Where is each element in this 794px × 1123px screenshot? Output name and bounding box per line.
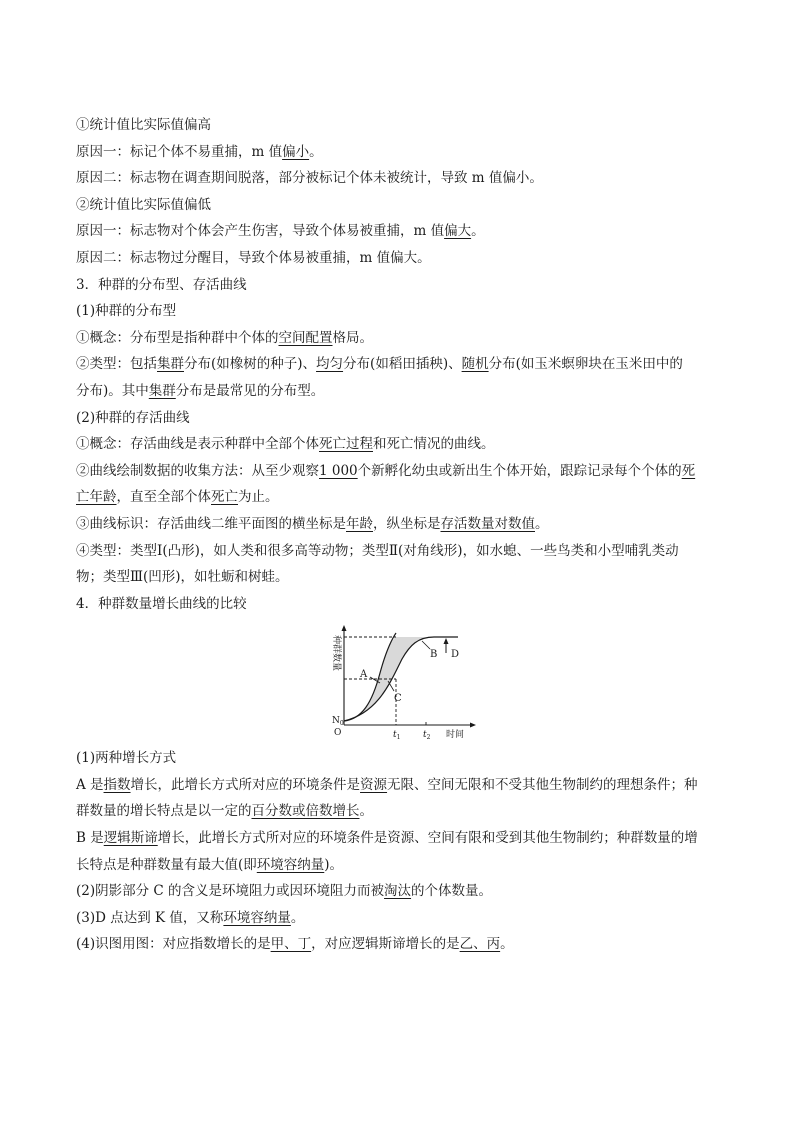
text: ①概念：分布型是指种群中个体的	[76, 329, 279, 346]
underlined-answer: 死	[681, 462, 696, 479]
text: 3．种群的分布型、存活曲线	[76, 276, 247, 293]
text: 。	[471, 223, 485, 240]
text: (3)D 点达到 K 值，又称	[76, 909, 224, 926]
text: ②类型：包括	[76, 356, 157, 373]
text-line	[76, 165, 720, 192]
text-line	[76, 192, 720, 219]
growth-curve-figure	[76, 623, 720, 741]
text: A 是	[76, 776, 104, 793]
text-line	[76, 825, 720, 852]
text-line	[76, 772, 720, 799]
x-axis-label: 时间	[446, 730, 465, 741]
subsection-heading	[76, 745, 720, 772]
text: )。	[324, 856, 344, 873]
text: 物；类型Ⅲ(凹形)，如牡蛎和树蛙。	[76, 569, 289, 586]
text-line	[76, 538, 720, 565]
t2-label: $t_2$	[423, 730, 431, 742]
text: 的个体数量。	[411, 883, 493, 900]
text: 分布(如橡树的种子)、	[184, 356, 317, 373]
text: 。	[309, 143, 323, 160]
text: 增长，此增长方式所对应的环境条件是资源、空间有限和受到其他生物制约；种群数量的增	[157, 830, 698, 847]
text: (1)种群的分布型	[76, 303, 177, 320]
text: (1)两种增长方式	[76, 750, 177, 767]
text: ①统计值比实际值偏高	[76, 117, 211, 133]
underlined-answer: 偏大	[444, 223, 472, 240]
label-c-leader	[388, 681, 394, 691]
text-line	[76, 218, 720, 245]
underlined-answer: 空间配置	[278, 329, 333, 346]
text: 个新孵化幼虫或新出生个体开始，跟踪记录每个个体的	[357, 462, 682, 479]
underlined-answer: 集群	[157, 356, 184, 373]
underlined-answer: 资源	[360, 776, 388, 793]
text-line	[76, 458, 720, 485]
text: 长特点是种群数量有最大值(即	[76, 856, 257, 873]
text: 和死亡情况的曲线。	[373, 436, 495, 453]
text: ③曲线标识：存活曲线二维平面图的横坐标是	[76, 515, 346, 532]
text-line	[76, 931, 720, 958]
text: 。	[535, 515, 549, 532]
n0-label: $N_0$	[332, 716, 344, 728]
underlined-answer: 环境容纳量	[256, 856, 325, 873]
label-c: C	[394, 693, 402, 705]
underlined-answer: 亡年龄	[76, 489, 117, 506]
y-axis-arrow	[342, 625, 347, 631]
text-line	[76, 511, 720, 538]
label-d: D	[451, 649, 460, 661]
text-line	[76, 378, 720, 405]
underlined-answer: 死亡过程	[319, 436, 373, 453]
text: 增长，此增长方式所对应的环境条件是	[130, 776, 361, 793]
text: 。	[290, 909, 305, 926]
text: (2)种群的存活曲线	[76, 409, 190, 426]
text: ①概念：存活曲线是表示种群中全部个体	[76, 436, 319, 453]
text-line	[76, 564, 720, 591]
text: 原因二：标志物过分醒目，导致个体易被重捕，m 值偏大。	[76, 249, 431, 266]
underlined-answer: 存活数量对数值	[440, 515, 535, 532]
x-axis-arrow	[470, 723, 476, 728]
label-b: B	[430, 649, 438, 661]
text: ，对应逻辑斯谛增长的是	[311, 936, 460, 953]
text: 为止。	[238, 489, 279, 506]
underlined-answer: 环境容纳量	[223, 909, 291, 926]
text-line	[76, 905, 720, 932]
text: 。	[500, 936, 514, 953]
text: ④类型：类型Ⅰ(凸形)，如人类和很多高等动物；类型Ⅱ(对角线形)，如水螅、一些鸟类和小型哺乳类动	[76, 542, 679, 559]
text: (4)识图用图：对应指数增长的是	[76, 936, 271, 953]
underlined-answer: 年龄	[346, 515, 373, 532]
text: 群数量的增长特点是以一定的	[76, 803, 252, 820]
underlined-answer: 淘汰	[384, 883, 412, 900]
text: 分布(如稻田插秧)、	[343, 356, 462, 373]
text-line	[76, 112, 720, 139]
label-a: A	[360, 669, 368, 681]
text: 分布(如玉米螟卵块在玉米田中的	[488, 356, 683, 373]
section-heading	[76, 591, 720, 618]
text: 无限、空间无限和不受其他生物制约的理想条件；种	[387, 776, 698, 793]
text: 原因一：标记个体不易重捕，m 值	[76, 143, 283, 160]
section-heading	[76, 272, 720, 299]
underlined-answer: 随机	[461, 356, 489, 373]
text: ②统计值比实际值偏低	[76, 196, 211, 213]
text: ②曲线绘制数据的收集方法：从至少观察	[76, 462, 319, 479]
text-line	[76, 245, 720, 272]
text: ，直至全部个体	[116, 489, 211, 506]
document-page	[76, 112, 720, 958]
y-axis-label: 种群数量	[331, 635, 341, 672]
text: 原因二：标志物在调查期间脱落，部分被标记个体未被统计，导致 m 值偏小。	[76, 170, 543, 187]
text-line	[76, 431, 720, 458]
text: ，纵坐标是	[373, 515, 441, 532]
underlined-answer: 逻辑斯谛	[103, 830, 158, 847]
text-line	[76, 139, 720, 166]
d-arrow-head	[444, 638, 449, 644]
text: 格局。	[332, 329, 373, 346]
text: 4．种群数量增长曲线的比较	[76, 595, 247, 612]
text: B 是	[76, 830, 104, 847]
text-line	[76, 351, 720, 378]
growth-curve-diagram	[322, 623, 512, 741]
text-line	[76, 484, 720, 511]
underlined-answer: 均匀	[316, 356, 344, 373]
underlined-answer: 1 000	[319, 462, 358, 479]
text-line	[76, 852, 720, 879]
t1-label: $t_1$	[393, 730, 401, 742]
underlined-answer: 百分数或倍数增长	[251, 803, 360, 820]
text-line	[76, 798, 720, 825]
underlined-answer: 指数	[103, 776, 131, 793]
underlined-answer: 乙、丙	[459, 936, 501, 953]
underlined-answer: 甲、丁	[270, 936, 312, 953]
underlined-answer: 死亡	[211, 489, 238, 506]
text-line	[76, 325, 720, 352]
text: 分布)。其中	[76, 382, 149, 399]
subsection-heading	[76, 405, 720, 432]
text: 分布是最常见的分布型。	[175, 382, 325, 399]
origin-label: O	[334, 728, 342, 739]
text: 。	[359, 803, 373, 820]
underlined-answer: 集群	[148, 382, 176, 399]
text: 原因一：标志物对个体会产生伤害，导致个体易被重捕，m 值	[76, 223, 445, 240]
label-b-leader	[422, 641, 430, 649]
subsection-heading	[76, 298, 720, 325]
underlined-answer: 偏小	[282, 143, 310, 160]
text: (2)阴影部分 C 的含义是环境阻力或因环境阻力而被	[76, 883, 385, 900]
text-line	[76, 878, 720, 905]
